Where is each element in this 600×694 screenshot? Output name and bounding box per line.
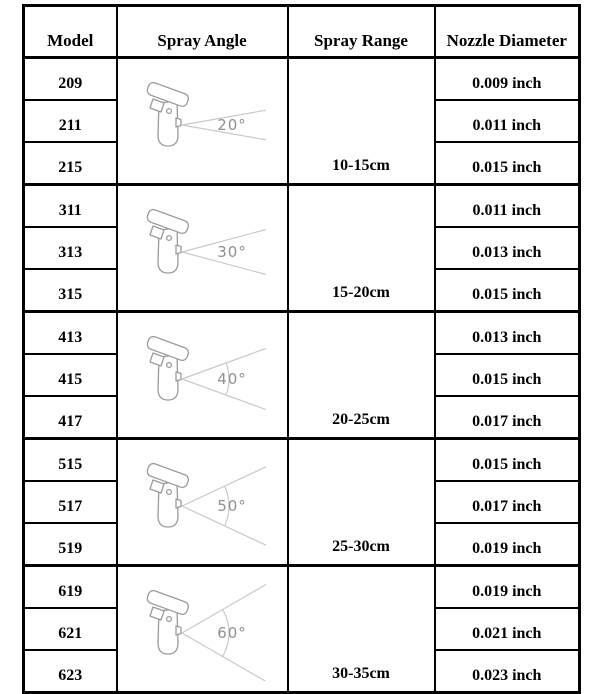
nozzle-diameter-cell: 0.013 inch — [435, 312, 580, 355]
nozzle-diameter-cell: 0.011 inch — [435, 100, 580, 142]
model-cell: 417 — [24, 396, 117, 439]
spray-angle-value-label: 20° — [216, 116, 247, 134]
table-row — [24, 58, 580, 101]
model-cell: 519 — [24, 523, 117, 566]
nozzle-diameter-cell: 0.009 inch — [435, 58, 580, 101]
nozzle-diameter-cell: 0.019 inch — [435, 566, 580, 609]
model-cell: 209 — [24, 58, 117, 101]
spray-angle-illustration — [119, 196, 286, 300]
model-cell: 621 — [24, 608, 117, 650]
column-header-nozzle-diameter: Nozzle Diameter — [435, 6, 580, 58]
nozzle-diameter-cell: 0.019 inch — [435, 523, 580, 566]
spray-angle-illustration — [119, 323, 286, 427]
spray-angle-illustration — [119, 450, 286, 554]
model-cell: 211 — [24, 100, 117, 142]
spray-range-cell: 25-30cm — [288, 439, 435, 566]
spray-angle-value-label: 30° — [216, 243, 247, 261]
model-cell: 623 — [24, 650, 117, 693]
model-cell: 215 — [24, 142, 117, 185]
column-header-spray-angle: Spray Angle — [117, 6, 288, 58]
table-row — [24, 439, 580, 482]
header-row — [24, 6, 580, 58]
spray-angle-cell — [117, 439, 288, 566]
spray-tip-sketch — [145, 208, 189, 273]
spray-range-cell: 15-20cm — [288, 185, 435, 312]
model-cell: 619 — [24, 566, 117, 609]
spray-range-cell: 20-25cm — [288, 312, 435, 439]
nozzle-diameter-cell: 0.015 inch — [435, 142, 580, 185]
model-cell: 413 — [24, 312, 117, 355]
nozzle-diameter-cell: 0.017 inch — [435, 481, 580, 523]
model-cell: 313 — [24, 227, 117, 269]
model-cell: 415 — [24, 354, 117, 396]
table-row — [24, 566, 580, 609]
nozzle-diameter-cell: 0.023 inch — [435, 650, 580, 693]
nozzle-diameter-cell: 0.015 inch — [435, 354, 580, 396]
table-row — [24, 312, 580, 355]
table-row — [24, 185, 580, 228]
spray-angle-value-label: 60° — [216, 624, 247, 642]
spray-angle-illustration — [119, 69, 286, 173]
spray-angle-value-label: 50° — [216, 497, 247, 515]
nozzle-diameter-cell: 0.015 inch — [435, 269, 580, 312]
spray-range-cell: 10-15cm — [288, 58, 435, 185]
column-header-spray-range: Spray Range — [288, 6, 435, 58]
nozzle-diameter-cell: 0.017 inch — [435, 396, 580, 439]
model-cell: 515 — [24, 439, 117, 482]
spray-angle-cell — [117, 58, 288, 185]
spray-tip-sketch — [145, 589, 189, 654]
nozzle-diameter-cell: 0.011 inch — [435, 185, 580, 228]
column-header-model: Model — [24, 6, 117, 58]
spray-range-cell: 30-35cm — [288, 566, 435, 693]
nozzle-diameter-cell: 0.021 inch — [435, 608, 580, 650]
model-cell: 315 — [24, 269, 117, 312]
spray-tip-sketch — [145, 81, 189, 146]
nozzle-diameter-cell: 0.013 inch — [435, 227, 580, 269]
spray-angle-cell — [117, 185, 288, 312]
nozzle-spec-table — [22, 4, 581, 694]
spray-angle-illustration — [119, 577, 286, 681]
model-cell: 517 — [24, 481, 117, 523]
spray-angle-cell — [117, 566, 288, 693]
nozzle-diameter-cell: 0.015 inch — [435, 439, 580, 482]
spray-angle-cell — [117, 312, 288, 439]
spray-tip-sketch — [145, 335, 189, 400]
spray-tip-sketch — [145, 462, 189, 527]
spray-angle-value-label: 40° — [216, 370, 247, 388]
model-cell: 311 — [24, 185, 117, 228]
